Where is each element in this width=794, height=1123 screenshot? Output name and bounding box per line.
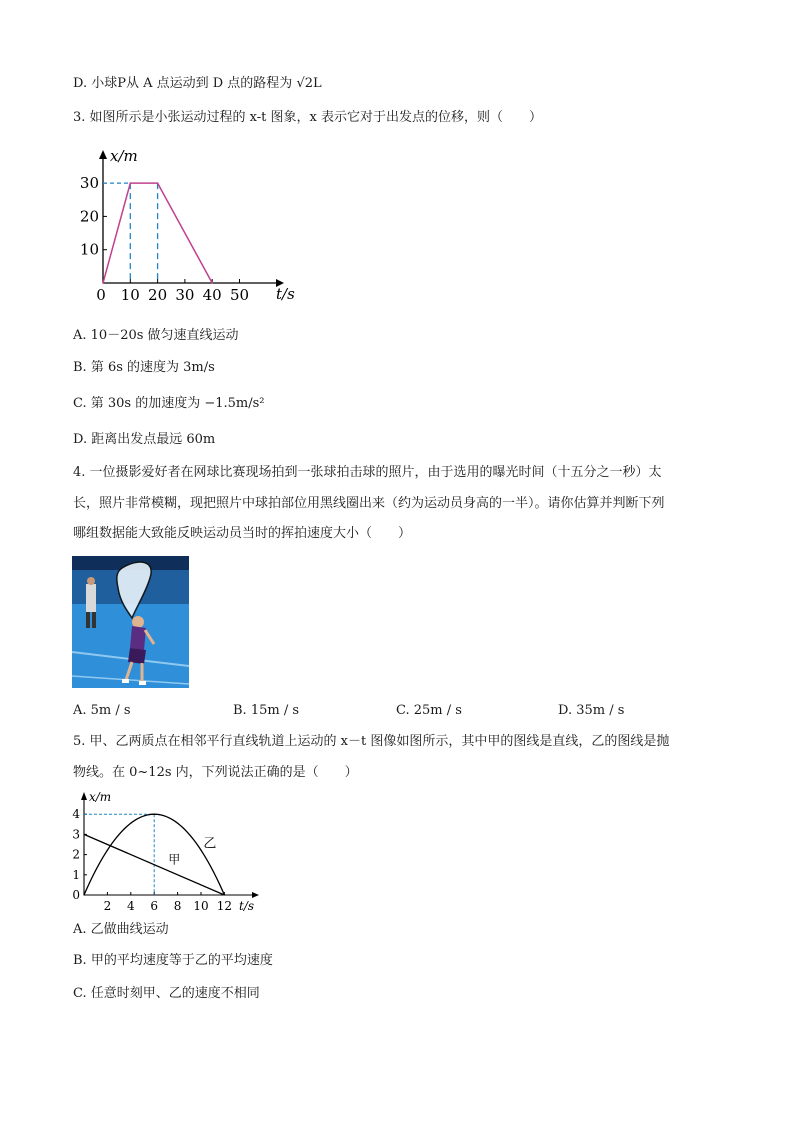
x-tick-label: 6 <box>150 899 159 913</box>
y-axis-arrow <box>99 150 107 159</box>
q4-option-b: B. 15m / s <box>233 703 300 718</box>
x-axis-label: t/s <box>276 285 295 303</box>
y-tick-label: 3 <box>72 827 80 842</box>
q4-options <box>73 703 673 721</box>
y-axis-label: x/m <box>89 790 112 804</box>
q3-option-c: C. 第 30s 的加速度为 −1.5m/s² <box>73 396 265 411</box>
y-tick-label: 1 <box>72 867 80 882</box>
y-tick-label: 20 <box>80 207 99 226</box>
series-yi-point <box>154 814 155 815</box>
x-tick-label: 40 <box>202 286 222 304</box>
x-tick-label: 20 <box>148 286 168 304</box>
y-tick-label: 0 <box>72 888 80 902</box>
q5-stem-line-2: 物线。在 0~12s 内，下列说法正确的是（ ） <box>73 765 358 780</box>
q3-stem: 3. 如图所示是小张运动过程的 x-t 图象，x 表示它对于出发点的位移，则（ ） <box>73 110 542 125</box>
y-tick-label: 2 <box>72 847 80 862</box>
y-tick-label: 4 <box>72 807 80 822</box>
x-tick-label: 10 <box>120 286 140 304</box>
x-tick-label: 50 <box>229 286 250 304</box>
q4-stem-line-3: 哪组数据能大致能反映运动员当时的挥拍速度大小（ ） <box>73 526 412 541</box>
q4-option-a: A. 5m / s <box>73 703 131 718</box>
q4-stem-line-2: 长，照片非常模糊，现把照片中球拍部位用黑线圈出来（约为运动员身高的一半）。请你估算并判断下列 <box>73 496 665 511</box>
x-axis-arrow <box>252 892 259 898</box>
q4-option-d: D. 35m / s <box>558 703 625 718</box>
q5-option-a: A. 乙做曲线运动 <box>73 922 169 937</box>
q3-option-b: B. 第 6s 的速度为 3m/s <box>73 360 215 375</box>
data-point <box>157 182 159 184</box>
data-point <box>130 182 132 184</box>
y-axis-label: x/m <box>110 147 138 165</box>
tennis-player-photo <box>72 556 189 688</box>
series-yi-point <box>107 850 108 851</box>
q3-option-d: D. 距离出发点最远 60m <box>73 432 216 447</box>
x-tick-label: 12 <box>216 899 233 913</box>
y-tick-label: 10 <box>80 240 99 259</box>
x-tick-label: 8 <box>173 899 182 913</box>
series-yi-point <box>83 894 84 895</box>
series-yi-point <box>200 850 201 851</box>
q2-option-d: D. 小球P从 A 点运动到 D 点的路程为 √2L <box>73 76 322 91</box>
q5-option-b: B. 甲的平均速度等于乙的平均速度 <box>73 953 273 968</box>
x-tick-label: 4 <box>126 899 135 913</box>
q4-stem-line-1: 4. 一位摄影爱好者在网球比赛现场拍到一张球拍击球的照片，由于选用的曝光时间（十五分之一秒）太 <box>73 465 662 480</box>
y-axis-arrow <box>81 792 87 800</box>
q3-xt-chart <box>80 140 310 310</box>
series-yi-label: 乙 <box>203 836 217 852</box>
series-yi-point <box>224 894 225 895</box>
series-jia-label: 甲 <box>168 852 181 867</box>
q5-option-c: C. 任意时刻甲、乙的速度不相同 <box>73 986 260 1001</box>
x-tick-label: 2 <box>103 899 112 913</box>
q5-stem-line-1: 5. 甲、乙两质点在相邻平行直线轨道上运动的 x－t 图像如图所示，其中甲的图线是直线，乙的图线是抛 <box>73 734 670 749</box>
q4-option-c: C. 25m / s <box>396 703 462 718</box>
data-point <box>211 282 213 284</box>
x-tick-label: 0 <box>96 286 106 304</box>
y-tick-label: 30 <box>80 174 99 193</box>
series-yi-point <box>130 823 131 824</box>
series-yi-point <box>177 823 178 824</box>
x-axis-label: t/s <box>239 899 255 913</box>
x-tick-label: 30 <box>175 286 195 304</box>
q5-xt-chart <box>70 787 270 917</box>
q3-option-a: A. 10－20s 做匀速直线运动 <box>73 328 239 343</box>
x-tick-label: 10 <box>193 899 209 913</box>
data-point <box>102 282 104 284</box>
